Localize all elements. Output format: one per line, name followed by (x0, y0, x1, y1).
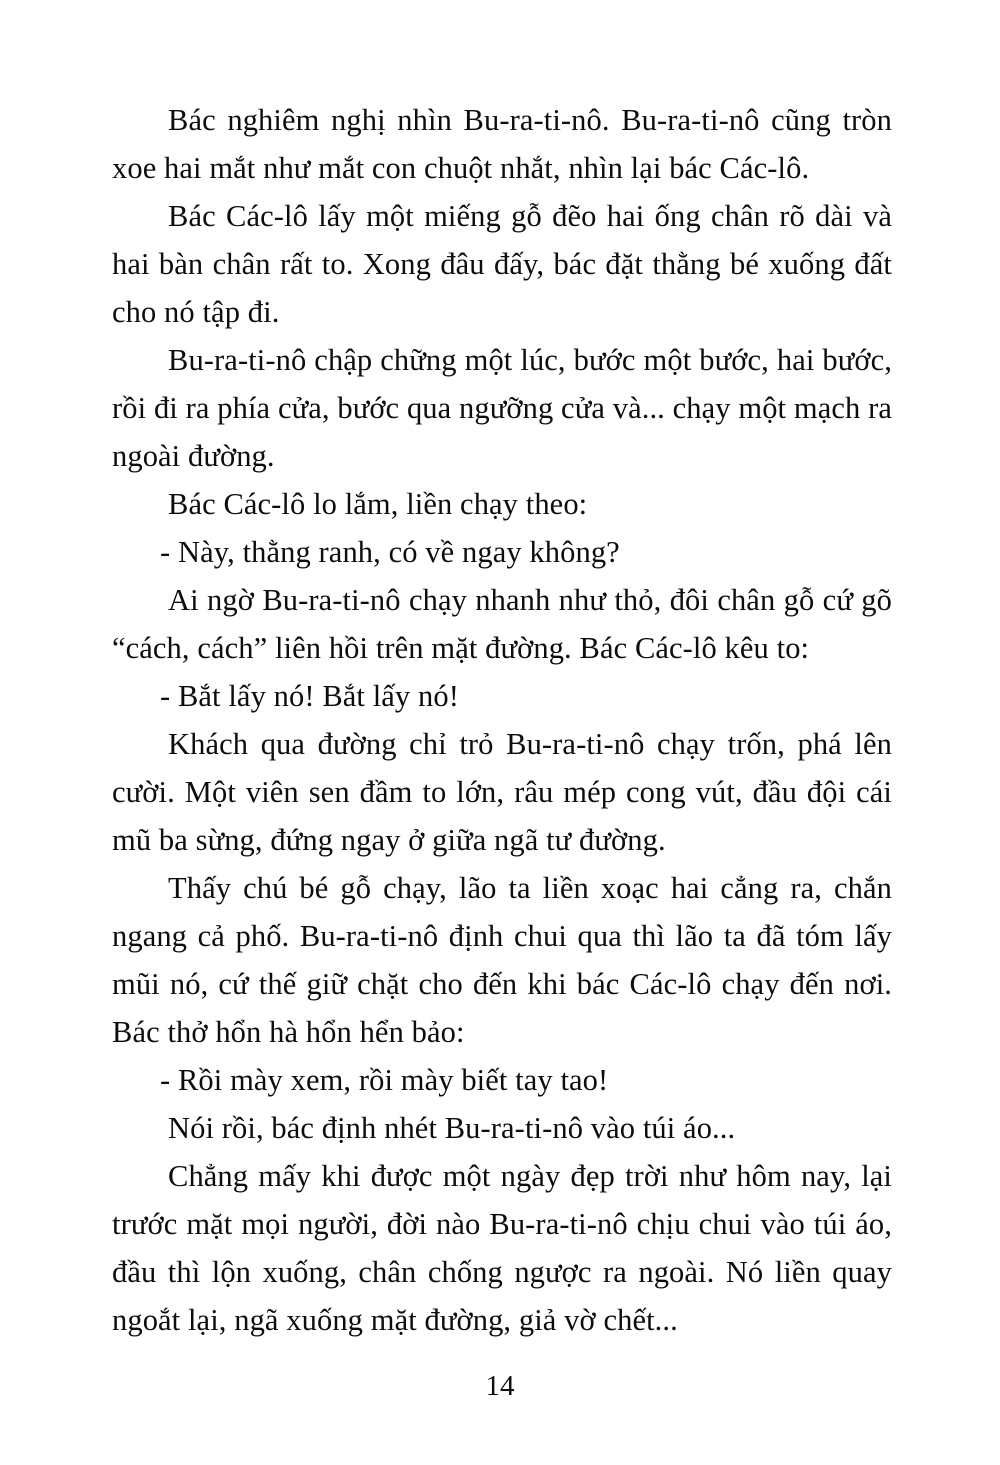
paragraph: Bác Các-lô lo lắm, liền chạy theo: (168, 487, 588, 521)
paragraph: Bác Các-lô lấy một miếng gỗ đẽo hai ống chân rõ dài và hai bàn chân rất to. Xong đâu đấy, bác đặt thằng bé xuống đất cho nó tập đi. (112, 199, 892, 329)
page-number: 14 (485, 1370, 515, 1402)
paragraph: Chẳng mấy khi được một ngày đẹp trời như hôm nay, lại trước mặt mọi người, đời nào Bu-ra-ti-nô chịu chui vào túi áo, đầu thì lộn xuống, chân chống ngược ra ngoài. Nó liền quay ngoắt lại, ngã xuống mặt đường, giả vờ chết... (112, 1159, 892, 1337)
paragraph: Nói rồi, bác định nhét Bu-ra-ti-nô vào túi áo... (168, 1111, 736, 1145)
paragraph: Bác nghiêm nghị nhìn Bu-ra-ti-nô. Bu-ra-ti-nô cũng tròn xoe hai mắt như mắt con chuột nhắt, nhìn lại bác Các-lô. (112, 103, 892, 185)
paragraph: Ai ngờ Bu-ra-ti-nô chạy nhanh như thỏ, đôi chân gỗ cứ gõ “cách, cách” liên hồi trên mặt đường. Bác Các-lô kêu to: (112, 583, 892, 665)
paragraph-dialogue: - Này, thằng ranh, có về ngay không? (160, 535, 620, 569)
paragraph: Khách qua đường chỉ trỏ Bu-ra-ti-nô chạy trốn, phá lên cười. Một viên sen đầm to lớn, râu mép cong vút, đầu đội cái mũ ba sừng, đứng ngay ở giữa ngã tư đường. (112, 727, 892, 857)
paragraph-dialogue: - Bắt lấy nó! Bắt lấy nó! (160, 679, 459, 713)
paragraph: Thấy chú bé gỗ chạy, lão ta liền xoạc hai cẳng ra, chắn ngang cả phố. Bu-ra-ti-nô định chui qua thì lão ta đã tóm lấy mũi nó, cứ thế giữ chặt cho đến khi bác Các-lô chạy đến nơi. Bác thở hổn hà hổn hển bảo: (112, 871, 892, 1049)
page-body-text (112, 96, 892, 1344)
paragraph-dialogue: - Rồi mày xem, rồi mày biết tay tao! (160, 1063, 609, 1097)
paragraph: Bu-ra-ti-nô chập chững một lúc, bước một bước, hai bước, rồi đi ra phía cửa, bước qua ngưỡng cửa và... chạy một mạch ra ngoài đường. (112, 343, 892, 473)
